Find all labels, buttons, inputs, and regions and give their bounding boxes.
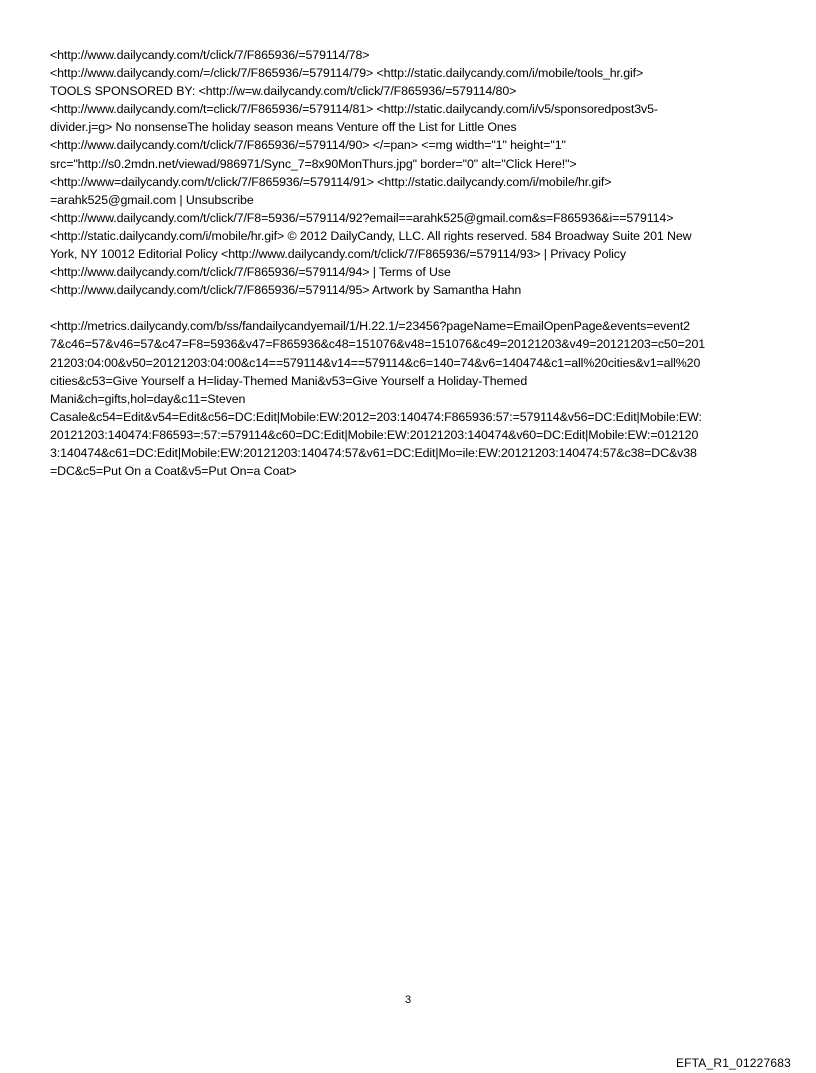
- text-line: src="http://s0.2mdn.net/viewad/986971/Sync_7=8x90MonThurs.jpg" border="0" alt="Click Here!">: [50, 156, 577, 171]
- metrics-line: cities&c53=Give Yourself a H=liday-Themed Mani&v53=Give Yourself a Holiday-Themed: [50, 373, 528, 388]
- paragraph-gap: [50, 299, 774, 317]
- metrics-line: <http://metrics.dailycandy.com/b/ss/fandailycandyemail/1/H.22.1/=23456?pageName=EmailOpenPage&events=event2: [50, 319, 690, 334]
- bates-number: EFTA_R1_01227683: [675, 1056, 791, 1070]
- text-line: <http://www.dailycandy.com/t/click/7/F8=5936/=579114/92?email==arahk525@gmail.com&s=F865936&i==579114>: [50, 210, 674, 225]
- text-line: <http://www.dailycandy.com/t=click/7/F865936/=579114/81> <http://static.dailycandy.com/i/v5/sponsoredpost3v5-: [50, 102, 658, 117]
- text-line: divider.j=g> No nonsenseThe holiday season means Venture off the List for Little Ones: [50, 120, 517, 135]
- page-number: 3: [404, 994, 412, 1006]
- email-body-text: [50, 46, 774, 480]
- text-line: <http://www.dailycandy.com/t/click/7/F865936/=579114/95> Artwork by Samantha Hahn: [50, 283, 522, 298]
- metrics-line: Mani&ch=gifts,hol=day&c11=Steven: [50, 391, 246, 406]
- metrics-line: 7&c46=57&v46=57&c47=F8=5936&v47=F865936&c48=151076&v48=151076&c49=20121203&v49=20121203=c50=201: [50, 337, 706, 352]
- text-line: =arahk525@gmail.com | Unsubscribe: [50, 192, 254, 207]
- text-line: <http://www=dailycandy.com/t/click/7/F865936/=579114/91> <http://static.dailycandy.com/i/mobile/hr.gif>: [50, 174, 612, 189]
- text-line: York, NY 10012 Editorial Policy <http://www.dailycandy.com/t/click/7/F865936/=579114/93> | Privacy Policy: [50, 247, 626, 262]
- text-line: <http://www.dailycandy.com/=/click/7/F865936/=579114/79> <http://static.dailycandy.com/i/mobile/tools_hr.gif>: [50, 66, 644, 81]
- metrics-line: Casale&c54=Edit&v54=Edit&c56=DC:Edit|Mobile:EW:2012=203:140474:F865936:57:=579114&v56=DC:Edit|Mobile:EW:: [50, 409, 702, 424]
- text-line: <http://www.dailycandy.com/t/click/7/F865936/=579114/94> | Terms of Use: [50, 265, 451, 280]
- metrics-line: 21203:04:00&v50=20121203:04:00&c14==579114&v14==579114&c6=140=74&v6=140474&c1=all%20cities&v1=all%20: [50, 355, 701, 370]
- metrics-line: 20121203:140474:F86593=:57:=579114&c60=DC:Edit|Mobile:EW:20121203:140474&v60=DC:Edit|Mobile:EW:=012120: [50, 427, 699, 442]
- text-line: <http://www.dailycandy.com/t/click/7/F865936/=579114/78>: [50, 48, 370, 62]
- metrics-line: =DC&c5=Put On a Coat&v5=Put On=a Coat>: [50, 464, 297, 479]
- metrics-line: 3:140474&c61=DC:Edit|Mobile:EW:20121203:140474:57&v61=DC:Edit|Mo=ile:EW:20121203:140474:57&c38=DC&v38: [50, 445, 697, 460]
- text-line: <http://www.dailycandy.com/t/click/7/F865936/=579114/90> </=pan> <=mg width="1" height="1": [50, 138, 566, 153]
- text-line: <http://static.dailycandy.com/i/mobile/hr.gif> © 2012 DailyCandy, LLC. All rights reserved. 584 Broadway Suite 201 New: [50, 228, 692, 243]
- text-line: TOOLS SPONSORED BY: <http://w=w.dailycandy.com/t/click/7/F865936/=579114/80>: [50, 84, 517, 99]
